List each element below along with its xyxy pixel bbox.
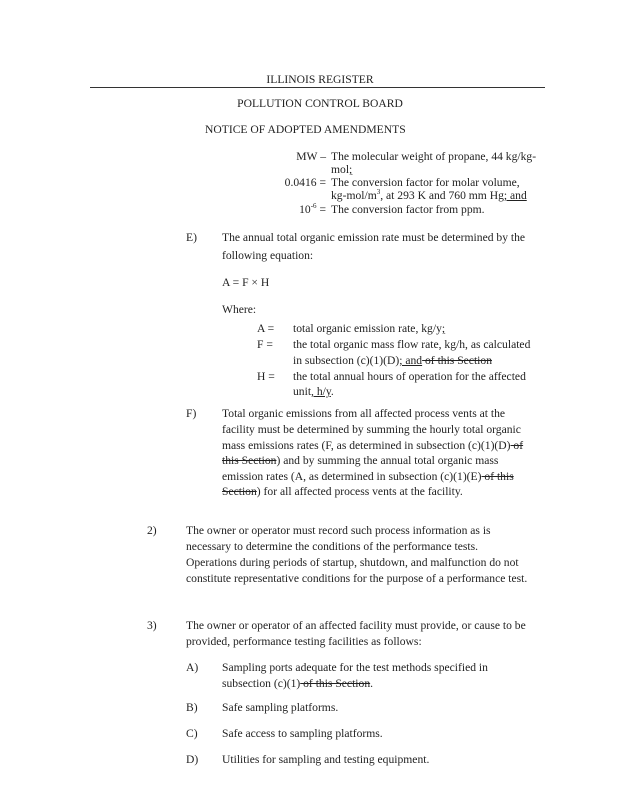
item-f-text: Section) for all affected process vents at the facility. [222, 485, 463, 498]
def-ppm-text: The conversion factor from ppm. [331, 203, 485, 216]
item-f-label: F) [186, 407, 197, 420]
header-rule [90, 87, 545, 88]
item-2-text: The owner or operator must record such process information as is [186, 524, 491, 537]
item-f-text: emission rates (A, as determined in subsection (c)(1)(E) of this [222, 470, 514, 483]
item-f-text: Total organic emissions from all affected process vents at the [222, 407, 506, 420]
def-mw-term: MW – [296, 150, 326, 163]
item-3b-label: B) [186, 701, 198, 714]
register-title: ILLINOIS REGISTER [266, 73, 374, 86]
def-h-text: the total annual hours of operation for the affected [293, 370, 526, 383]
def-factor-text2: $kg-mol/m^3$, at 293 K and 760 mm Hg; and [331, 188, 527, 202]
item-2-label: 2) [147, 524, 157, 537]
where-label: Where: [222, 303, 257, 316]
item-3-label: 3) [147, 619, 157, 632]
item-3c-text: Safe access to sampling platforms. [222, 727, 383, 740]
item-e-text: following equation: [222, 249, 314, 262]
item-2-text: constitute representative conditions for the purpose of a performance test. [186, 572, 528, 585]
item-3c-label: C) [186, 727, 198, 740]
def-mw-text2: mol; [331, 163, 353, 176]
equation: A = F × H [222, 276, 270, 289]
def-h-text2: unit, h/y. [293, 385, 334, 398]
item-f-text: facility must be determined by summing the hourly total organic [222, 423, 521, 436]
item-2-text: necessary to determine the conditions of the performance tests. [186, 540, 478, 553]
def-factor-term: 0.0416 = [284, 176, 326, 189]
def-mw-text: The molecular weight of propane, 44 kg/kg- [331, 150, 537, 163]
item-f-text: this Section) and by summing the annual total organic mass [222, 454, 499, 467]
notice-title: NOTICE OF ADOPTED AMENDMENTS [205, 123, 406, 136]
item-e-label: E) [186, 231, 197, 244]
item-3a-text: Sampling ports adequate for the test methods specified in [222, 661, 488, 674]
def-f-term: F = [257, 338, 273, 351]
def-ppm-term: $10^{-6}$ = [299, 202, 326, 216]
def-factor-text: The conversion factor for molar volume, [331, 176, 520, 189]
def-a-term: A = [257, 322, 275, 335]
item-3d-label: D) [186, 753, 199, 766]
item-2-text: Operations during periods of startup, shutdown, and malfunction do not [186, 556, 519, 569]
def-a-text: total organic emission rate, kg/y; [293, 322, 446, 335]
def-f-text: the total organic mass flow rate, kg/h, as calculated [293, 338, 531, 351]
board-title: POLLUTION CONTROL BOARD [237, 97, 403, 110]
item-3d-text: Utilities for sampling and testing equipment. [222, 753, 430, 766]
item-3b-text: Safe sampling platforms. [222, 701, 339, 714]
item-3-text: The owner or operator of an affected facility must provide, or cause to be [186, 619, 526, 632]
item-3-text: provided, performance testing facilities as follows: [186, 635, 422, 648]
def-f-text2: in subsection (c)(1)(D); and of this Section [293, 354, 492, 367]
def-h-term: H = [257, 370, 275, 383]
item-f-text: mass emissions rates (F, as determined in subsection (c)(1)(D) of [222, 439, 524, 452]
item-3a-label: A) [186, 661, 199, 674]
item-e-text: The annual total organic emission rate must be determined by the [222, 231, 526, 244]
item-3a-text: subsection (c)(1) of this Section. [222, 677, 374, 690]
